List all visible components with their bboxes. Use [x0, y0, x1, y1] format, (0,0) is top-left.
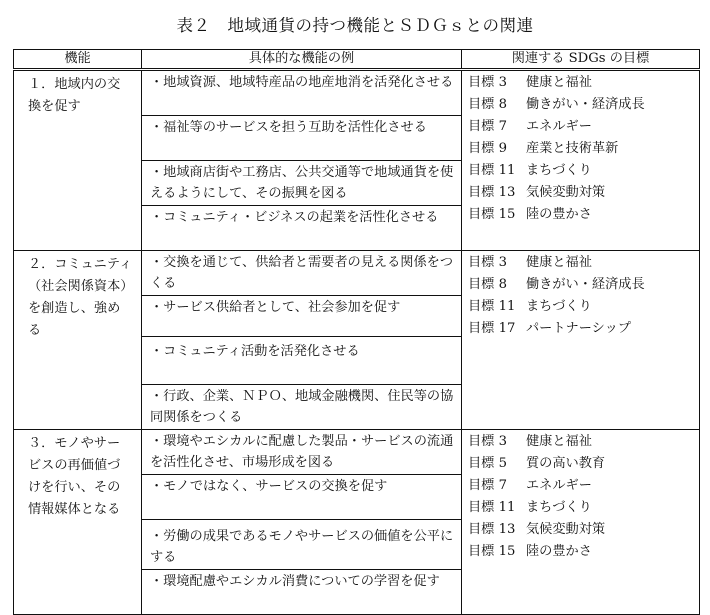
example-cell: ・コミュニティ・ビジネスの起業を活性化させる	[142, 206, 462, 251]
example-cell: ・サービス供給者として、社会参加を促す	[142, 296, 462, 337]
goal-item: 目標 11 まちづくり	[468, 299, 592, 314]
example-cell: ・地域資源、地域特産品の地産地消を活発化させる	[142, 70, 462, 116]
goal-item: 目標 7 エネルギー	[468, 119, 592, 134]
table-row	[14, 251, 700, 296]
header-sdgs: 関連する SDGs の目標	[462, 50, 700, 70]
goal-item: 目標 11 まちづくり	[468, 163, 592, 178]
example-cell: ・環境配慮やエシカル消費についての学習を促す	[142, 570, 462, 615]
sdgs-table	[13, 49, 700, 615]
goals-cell	[462, 251, 700, 430]
table-row	[14, 70, 700, 116]
header-examples: 具体的な機能の例	[142, 50, 462, 70]
goal-item: 目標 13 気候変動対策	[468, 522, 606, 537]
goal-item: 目標 8 働きがい・経済成長	[468, 277, 645, 292]
goal-item: 目標 9 産業と技術革新	[468, 141, 619, 156]
goal-item: 目標 17 パートナーシップ	[468, 321, 631, 336]
example-cell: ・労働の成果であるモノやサービスの価値を公平にする	[142, 520, 462, 570]
goal-item: 目標 5 質の高い教育	[468, 456, 606, 471]
function-cell: ２．コミュニティ（社会関係資本）を創造し、強める	[14, 251, 142, 430]
goal-item: 目標 7 エネルギー	[468, 478, 592, 493]
example-cell: ・行政、企業、ＮＰＯ、地域金融機関、住民等の協同関係をつくる	[142, 385, 462, 430]
example-cell: ・福祉等のサービスを担う互助を活性化させる	[142, 116, 462, 161]
goal-item: 目標 8 働きがい・経済成長	[468, 97, 645, 112]
goal-item: 目標 11 まちづくり	[468, 500, 592, 515]
example-cell: ・モノではなく、サービスの交換を促す	[142, 475, 462, 520]
goal-item: 目標 13 気候変動対策	[468, 185, 606, 200]
table-row	[14, 430, 700, 475]
goal-item: 目標 3 健康と福祉	[468, 434, 592, 449]
function-cell: １．地域内の交換を促す	[14, 70, 142, 251]
example-cell: ・交換を通じて、供給者と需要者の見える関係をつくる	[142, 251, 462, 296]
goal-item: 目標 3 健康と福祉	[468, 255, 592, 270]
example-cell: ・地域商店街や工務店、公共交通等で地域通貨を使えるようにして、その振興を図る	[142, 161, 462, 206]
header-function: 機能	[14, 50, 142, 70]
header-row	[14, 50, 700, 70]
goal-item: 目標 15 陸の豊かさ	[468, 544, 592, 559]
goals-cell	[462, 70, 700, 251]
table-title: 表２ 地域通貨の持つ機能とＳＤＧｓとの関連	[176, 16, 534, 35]
example-cell: ・コミュニティ活動を活発化させる	[142, 337, 462, 385]
goals-cell	[462, 430, 700, 615]
example-cell: ・環境やエシカルに配慮した製品・サービスの流通を活性化させ、市場形成を図る	[142, 430, 462, 475]
goal-item: 目標 15 陸の豊かさ	[468, 207, 592, 222]
function-cell: ３．モノやサービスの再価値づけを行い、その情報媒体となる	[14, 430, 142, 615]
goal-item: 目標 3 健康と福祉	[468, 75, 592, 90]
